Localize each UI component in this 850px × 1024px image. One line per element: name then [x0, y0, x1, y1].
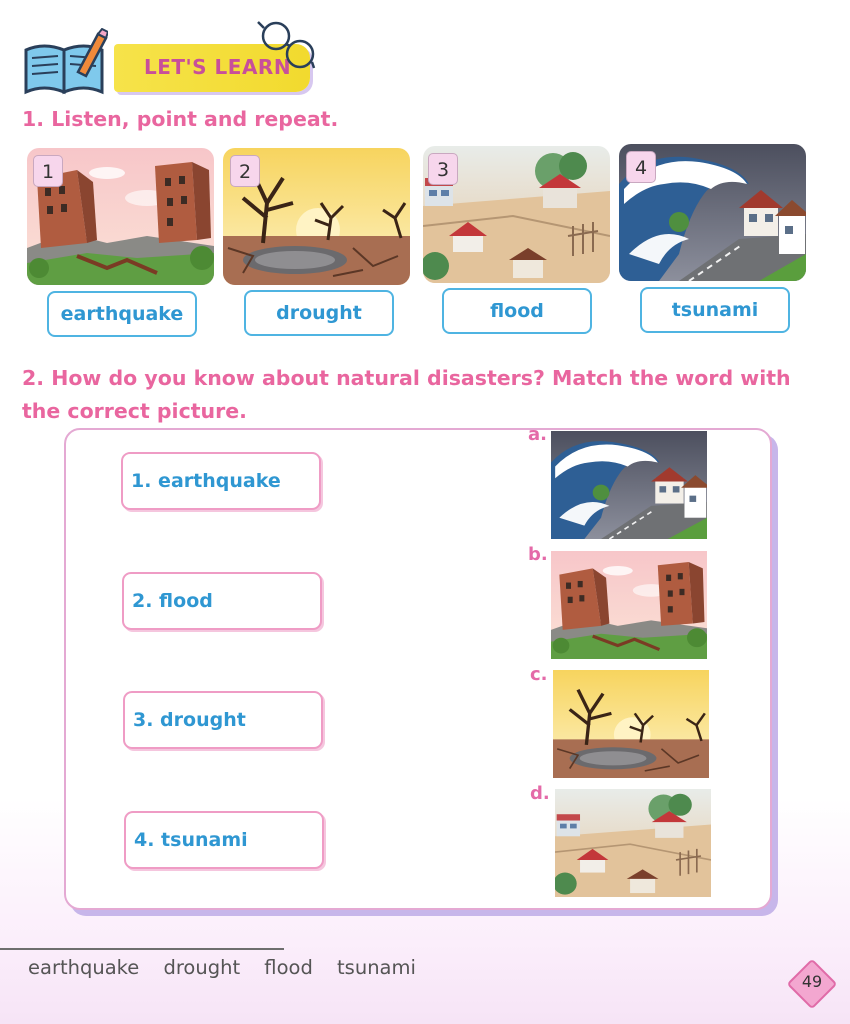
picture-number: 4: [626, 151, 656, 183]
word-bank-item: tsunami: [337, 956, 416, 979]
picture-number: 2: [230, 155, 260, 187]
page-number-badge: [788, 960, 836, 1008]
word-bank-item: earthquake: [28, 956, 140, 979]
match-word-item[interactable]: 4. tsunami: [124, 811, 324, 869]
match-word-item[interactable]: 2. flood: [122, 572, 322, 630]
divider-line: [0, 948, 284, 950]
picture-letter: c.: [530, 664, 548, 685]
exercise-2-heading: 2. How do you know about natural disasters? Match the word with the correct picture.: [22, 366, 791, 423]
picture-letter: d.: [530, 783, 550, 804]
picture-letter: a.: [528, 424, 547, 445]
lets-learn-banner: [22, 10, 322, 100]
match-word-item[interactable]: 1. earthquake: [121, 452, 321, 510]
match-picture-drought[interactable]: [553, 670, 709, 778]
match-picture-flood[interactable]: [555, 789, 711, 897]
match-word-item[interactable]: 3. drought: [123, 691, 323, 749]
page-number: 49: [801, 972, 823, 991]
word-card-earthquake: earthquake: [47, 291, 197, 337]
match-picture-tsunami[interactable]: [551, 431, 707, 539]
glasses-icon: [256, 16, 316, 72]
exercise-1-heading: 1. Listen, point and repeat.: [22, 107, 339, 131]
word-bank-item: drought: [163, 956, 241, 979]
open-book-pencil-icon: [22, 28, 108, 96]
word-card-flood: flood: [442, 288, 592, 334]
picture-number: 3: [428, 153, 458, 185]
word-bank-item: flood: [264, 956, 313, 979]
picture-number: 1: [33, 155, 63, 187]
picture-letter: b.: [528, 544, 548, 565]
banner-title: LET'S LEARN: [144, 55, 292, 79]
word-card-tsunami: tsunami: [640, 287, 790, 333]
word-bank: [28, 956, 430, 979]
word-card-drought: drought: [244, 290, 394, 336]
match-picture-earthquake[interactable]: [551, 551, 707, 659]
